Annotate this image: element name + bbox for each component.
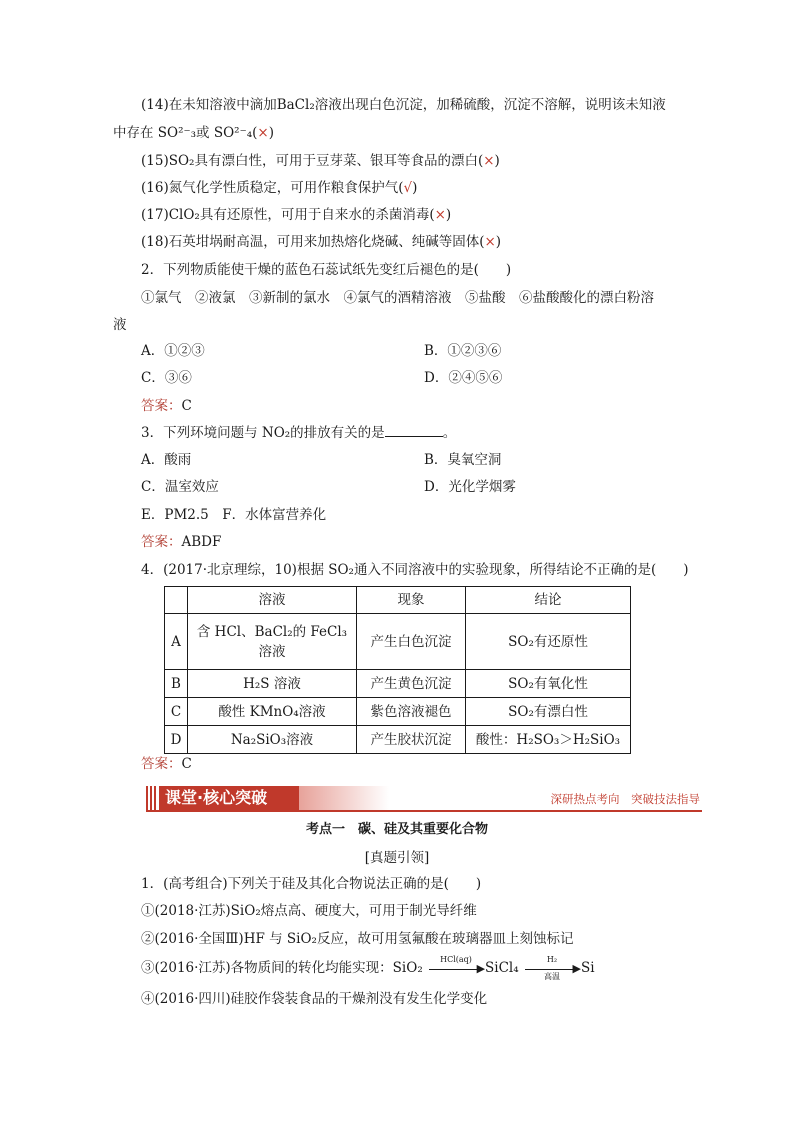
q4-stem: 4．(2017·北京理综，10)根据 SO₂通入不同溶液中的实验现象，所得结论不正确的是( ) [141,562,689,578]
banner-fade [299,786,389,810]
section-subheading: [真题引领] [364,850,430,866]
table-row [165,670,631,698]
si-q1-statement-1: ①(2018·江苏)SiO₂熔点高、硬度大，可用于制光导纤维 [141,903,477,919]
q3-stem: 3．下列环境问题与 NO₂的排放有关的是 。 [141,425,457,441]
row-id-cell: A [165,614,188,670]
table-row [165,698,631,726]
solution-cell: 含 HCl、BaCl₂的 FeCl₃ 溶液 [188,614,357,670]
cross-mark: × [257,125,269,141]
q2-answer [141,397,192,415]
q2-option-a: A．①②③ [141,343,205,359]
banner-stripes [146,786,157,810]
row-id-cell: B [165,670,188,698]
statement-16: (16)氮气化学性质稳定，可用作粮食保护气(√) [141,180,418,196]
q4-answer [141,755,192,773]
si-q1-statement-4: ④(2016·四川)硅胶作袋装食品的干燥剂没有发生化学变化 [141,991,488,1007]
q3-option-c: C．温室效应 [141,479,219,495]
phenomenon-cell: 产生黄色沉淀 [357,670,466,698]
q2-stem: 2．下列物质能使干燥的蓝色石蕊试纸先变红后褪色的是( ) [141,262,512,278]
q2-list-line2: 液 [113,317,127,333]
reaction-arrow-1: HCl(aq) ▶ [427,960,485,978]
si-q1-stem: 1．(高考组合)下列关于硅及其化合物说法正确的是( ) [141,876,482,892]
solution-cell: Na₂SiO₃溶液 [188,726,357,754]
q2-option-b: B．①②③⑥ [424,343,502,359]
conclusion-cell: SO₂有还原性 [466,614,631,670]
fill-blank [385,424,443,437]
si-q1-statement-3: ③(2016·江苏)各物质间的转化均能实现：SiO₂ HCl(aq) ▶ SiCl₄ H₂ ▶ 高温 Si [141,954,595,981]
statement-17: (17)ClO₂具有还原性，可用于自来水的杀菌消毒(×) [141,207,452,223]
answer-label: 答案： [141,398,182,414]
q3-option-a: A．酸雨 [141,452,192,468]
statement-14-line1: (14)在未知溶液中滴加BaCl₂溶液出现白色沉淀，加稀硫酸，沉淀不溶解，说明该未知液 [141,97,666,113]
experiment-table [164,586,631,754]
table-row [165,726,631,754]
conclusion-cell: 酸性：H₂SO₃＞H₂SiO₃ [466,726,631,754]
answer-value: ABDF [181,534,222,550]
banner-rule [146,810,702,812]
answer-label: 答案： [141,534,182,550]
q3-option-d: D．光化学烟雾 [424,479,516,495]
q3-answer [141,533,221,551]
q2-list-line1: ①氯气 ②液氯 ③新制的氯水 ④氯气的酒精溶液 ⑤盐酸 ⑥盐酸酸化的漂白粉溶 [141,290,654,306]
header-cell: 现象 [357,587,466,614]
solution-cell: 酸性 KMnO₄溶液 [188,698,357,726]
header-cell: 溶液 [188,587,357,614]
si-q1-statement-2: ②(2016·全国Ⅲ)HF 与 SiO₂反应，故可用氢氟酸在玻璃器皿上刻蚀标记 [141,931,574,947]
answer-label: 答案： [141,756,182,772]
answer-value: C [181,398,192,414]
conclusion-cell: SO₂有漂白性 [466,698,631,726]
arrow-head-icon: ▶ [572,961,581,975]
phenomenon-cell: 紫色溶液褪色 [357,698,466,726]
table-header-row [165,587,631,614]
answer-value: C [181,756,192,772]
cross-mark: × [483,153,495,169]
banner-slogan: 深研热点考向 突破技法指导 [550,792,700,806]
q2-option-d: D．②④⑤⑥ [424,370,503,386]
statement-15: (15)SO₂具有漂白性，可用于豆芽菜、银耳等食品的漂白(×) [141,153,500,169]
phenomenon-cell: 产生胶状沉淀 [357,726,466,754]
row-id-cell: C [165,698,188,726]
reaction-arrow-2: H₂ ▶ 高温 [523,960,581,978]
q3-option-b: B．臭氧空洞 [424,452,502,468]
phenomenon-cell: 产生白色沉淀 [357,614,466,670]
solution-cell: H₂S 溶液 [188,670,357,698]
section-banner [146,786,702,812]
banner-title: 课堂·核心突破 [159,786,305,810]
check-mark: √ [403,180,413,196]
header-cell [165,587,188,614]
q3-option-ef: E．PM2.5 F．水体富营养化 [141,507,327,523]
table-row [165,614,631,670]
row-id-cell: D [165,726,188,754]
q2-option-c: C．③⑥ [141,370,192,386]
arrow-head-icon: ▶ [476,961,486,975]
conclusion-cell: SO₂有氧化性 [466,670,631,698]
cross-mark: × [434,207,446,223]
cross-mark: × [484,234,496,250]
statement-18: (18)石英坩埚耐高温，可用来加热熔化烧碱、纯碱等固体(×) [141,234,502,250]
header-cell: 结论 [466,587,631,614]
statement-14-line2: 中存在 SO²⁻₃或 SO²⁻₄(×) [113,125,274,141]
section-heading: 考点一 碳、硅及其重要化合物 [305,822,488,837]
